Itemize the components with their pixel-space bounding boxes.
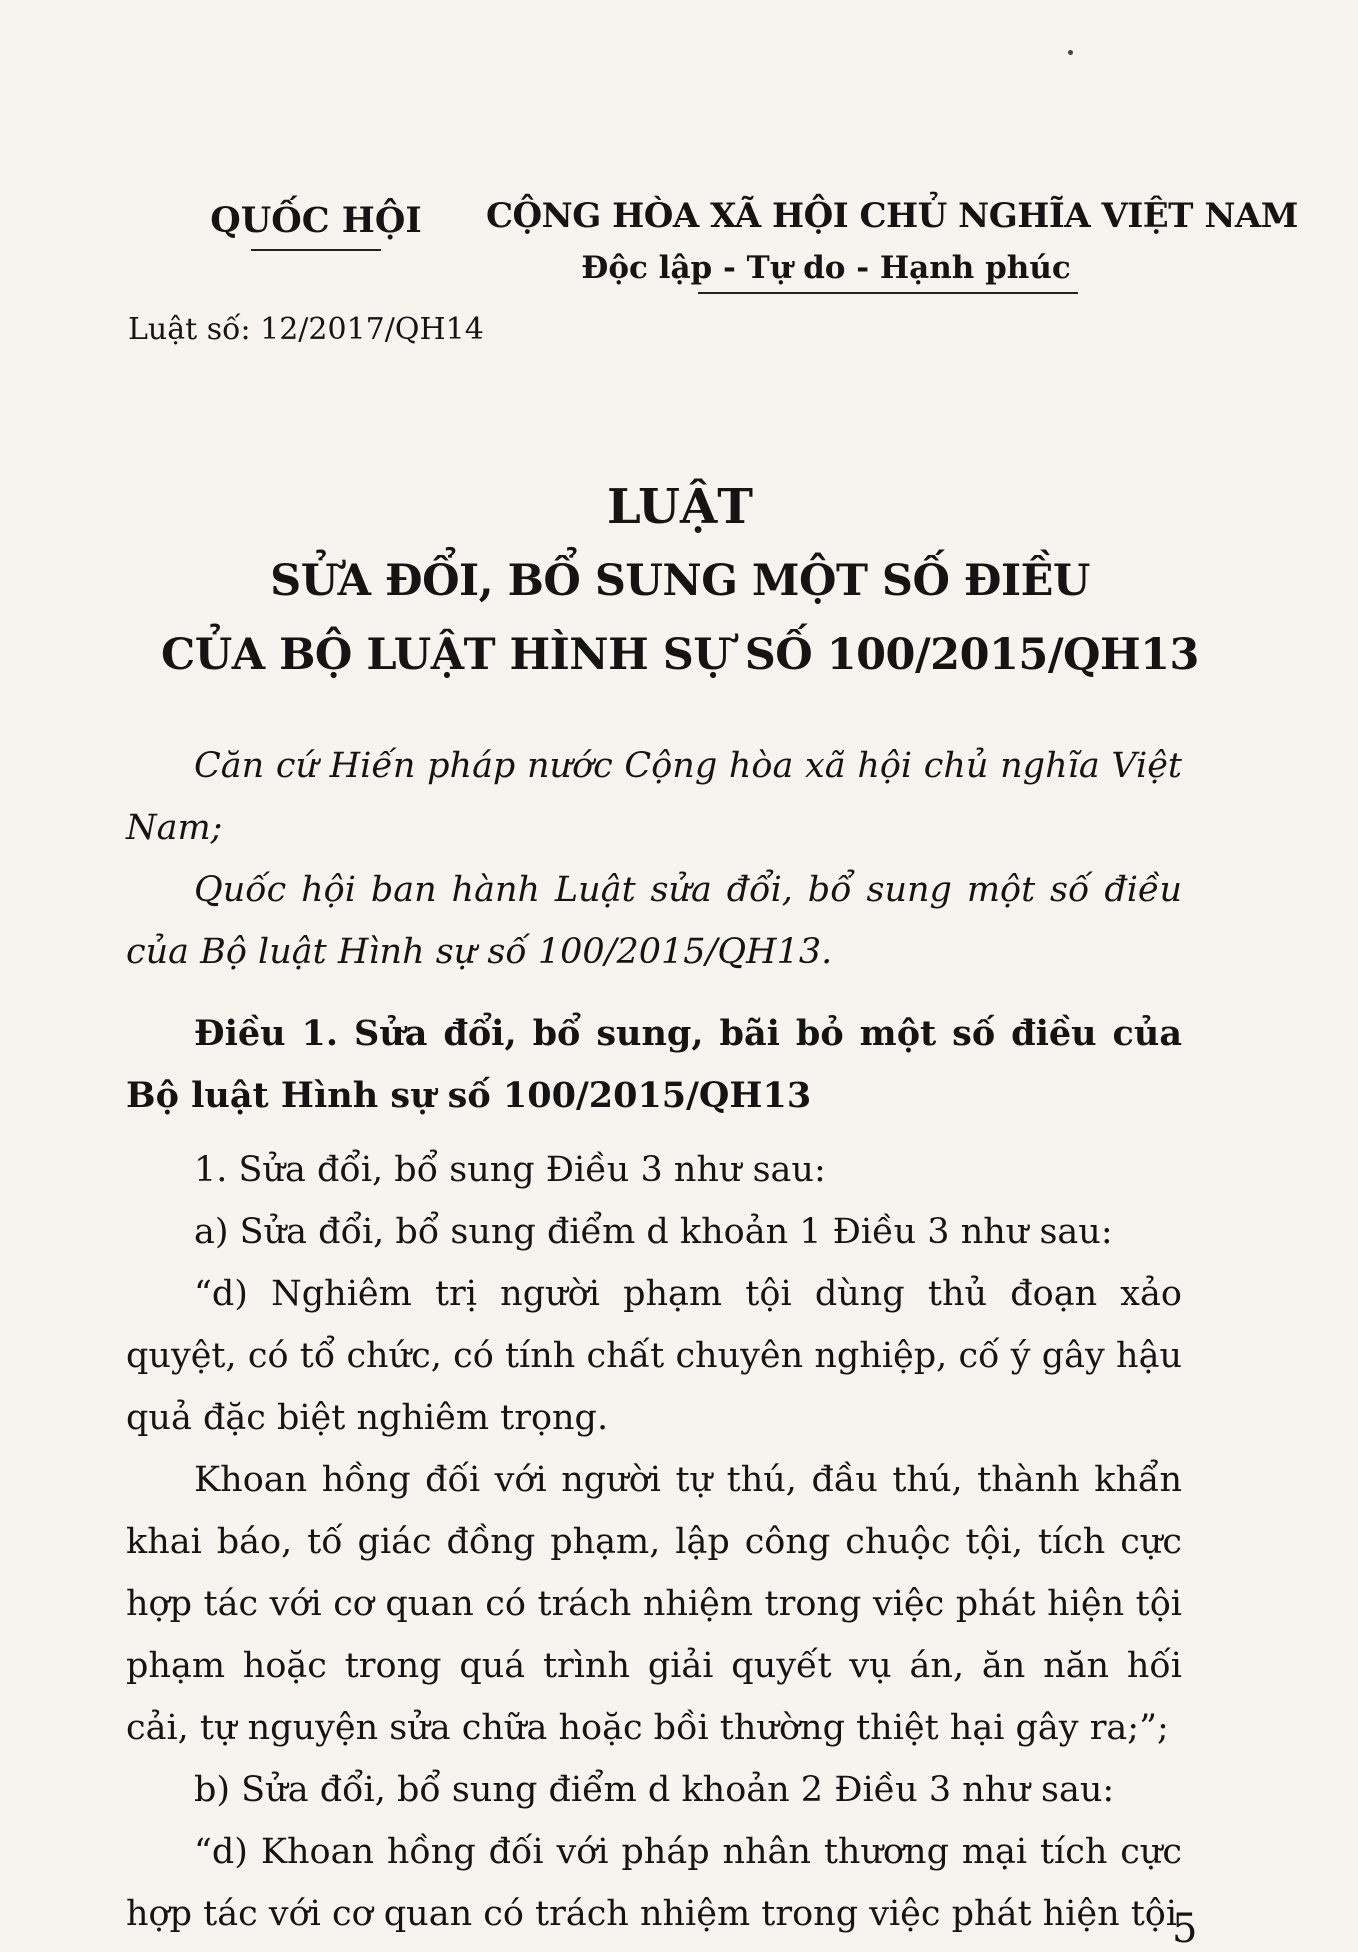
paragraph: b) Sửa đổi, bổ sung điểm d khoản 2 Điều 3 như sau: [194,1770,1115,1810]
national-motto: Độc lập - Tự do - Hạnh phúc [581,250,1071,286]
issuer-name: QUỐC HỘI [210,200,422,241]
preamble-basis: Căn cứ Hiến pháp nước Cộng hòa xã hội chủ nghĩa Việt Nam; [126,746,1182,848]
preamble-enactment: Quốc hội ban hành Luật sửa đổi, bổ sung một số điều của Bộ luật Hình sự số 100/2015/QH13. [126,870,1182,972]
paragraph: Khoan hồng đối với người tự thú, đầu thú, thành khẩn khai báo, tố giác đồng phạm, lập công chuộc tội, tích cực hợp tác với cơ quan có trách nhiệm trong việc phát hiện tội phạm hoặc trong quá trình giải quyết vụ án, ăn năn hối cải, tự nguyện sửa chữa hoặc bồi thường thiệt hại gây ra;”; [126,1460,1182,1748]
law-number: Luật số: 12/2017/QH14 [128,312,484,347]
title-line-3: CỦA BỘ LUẬT HÌNH SỰ SỐ 100/2015/QH13 [161,630,1199,680]
issuer-block [196,200,436,251]
speck-mark [1068,50,1073,55]
page-number: 5 [1172,1906,1198,1952]
paragraph: “d) Nghiêm trị người phạm tội dùng thủ đoạn xảo quyệt, có tổ chức, có tính chất chuyên nghiệp, cố ý gây hậu quả đặc biệt nghiêm trọng. [126,1274,1182,1438]
paragraph: “d) Khoan hồng đối với pháp nhân thương mại tích cực hợp tác với cơ quan có trách nhiệm trong việc phát hiện tội [126,1832,1182,1934]
title-line-1: LUẬT [607,479,753,535]
paragraph: a) Sửa đổi, bổ sung điểm d khoản 1 Điều 3 như sau: [194,1212,1113,1252]
issuer-underline [251,249,381,251]
paragraph: 1. Sửa đổi, bổ sung Điều 3 như sau: [194,1150,826,1190]
document-body [126,735,1182,1945]
national-header [486,196,1298,294]
country-name: CỘNG HÒA XÃ HỘI CHỦ NGHĨA VIỆT NAM [486,196,1298,236]
law-title [80,470,1280,692]
article-1-heading: Điều 1. Sửa đổi, bổ sung, bãi bỏ một số điều của Bộ luật Hình sự số 100/2015/QH13 [126,1013,1182,1116]
motto-underline [698,292,1078,294]
title-line-2: SỬA ĐỔI, BỔ SUNG MỘT SỐ ĐIỀU [270,556,1090,606]
